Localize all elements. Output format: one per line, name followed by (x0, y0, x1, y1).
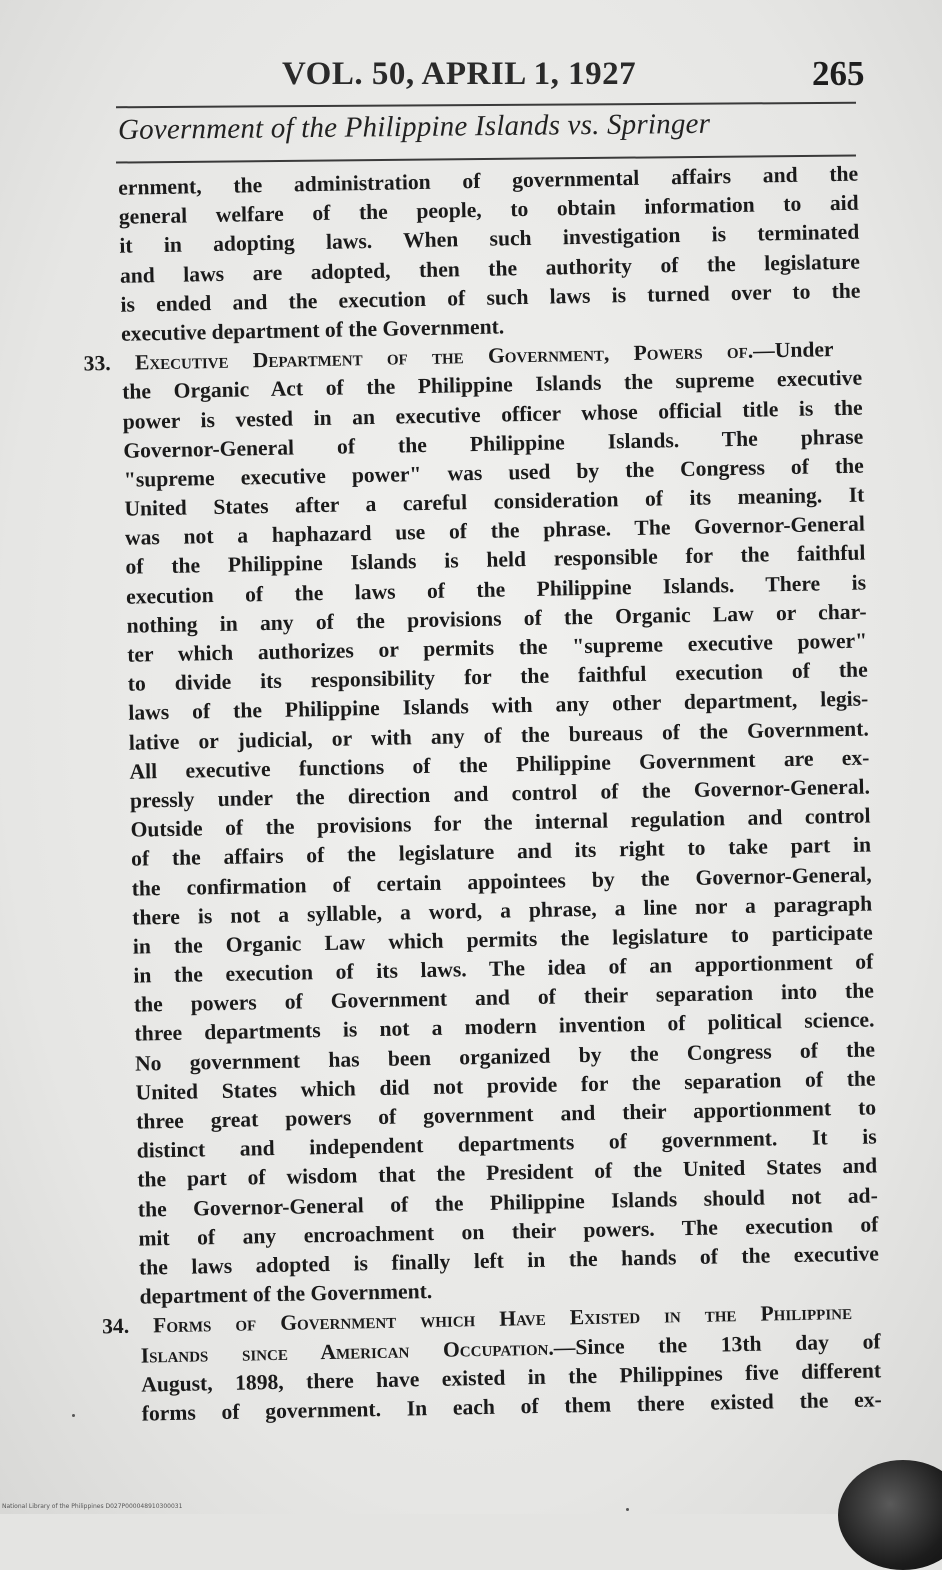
text-line: general welfare of the people, to obtain information to aid (118, 190, 859, 229)
text-line: it in adopting laws. When such investigation is terminated (119, 219, 860, 259)
scan-corner-shadow (838, 1460, 942, 1570)
section-33-number: 33. (83, 351, 111, 376)
text-line: and laws are adopted, then the authority of the legislature (119, 249, 861, 288)
text-line: "supreme executive power" was used by the Congress of the (123, 453, 864, 492)
section-33-heading-rest: —Under (752, 337, 834, 363)
scan-speck (626, 1508, 629, 1511)
text-line: Governor-General of the Philippine Islands. The phrase (123, 424, 864, 463)
text-line: lative or judicial, or with any of the bureaus of the Government. (128, 716, 870, 755)
text-line: three departments is not a modern invention of political science. (134, 1007, 875, 1047)
page-number: 265 (812, 54, 865, 93)
text-line: of the Philippine Islands is held responsible for the faithful (125, 540, 866, 580)
text-line: distinct and independent departments of government. It is (136, 1124, 877, 1163)
text-line: ernment, the administration of governmental affairs and the (118, 161, 859, 200)
text-line: department of the Government. (139, 1279, 433, 1309)
text-line: was not a haphazard use of the phrase. The Governor-General (124, 511, 866, 550)
section-34-heading: Forms of Government which Have Existed in the Philippine (152, 1300, 853, 1338)
text-line: August, 1898, there have existed in the Philippines five different (141, 1358, 882, 1397)
text-line: All executive functions of the Philippine Government are ex- (129, 745, 870, 784)
section-34-heading-cont: Islands since American Occupation. (140, 1335, 554, 1368)
text-line: the Organic Act of the Philippine Islands the supreme executive (121, 365, 863, 405)
running-head (0, 56, 942, 100)
volume-date: VOL. 50, APRIL 1, 1927 (282, 56, 637, 92)
text-line: the laws adopted is finally left in the hands of the executive (138, 1241, 880, 1280)
section-34-number: 34. (101, 1314, 130, 1339)
case-title: Government of the Philippine Islands vs. Springer (117, 107, 711, 146)
text-line: in the execution of its laws. The idea of an apportionment of (133, 949, 874, 988)
header-rule-top (116, 102, 856, 109)
text-line: three great powers of government and their apportionment to (135, 1095, 877, 1134)
text-line: to divide its responsibility for the faithful execution of the (127, 657, 868, 696)
text-line: pressly under the direction and control of the Governor-General. (129, 774, 871, 813)
archive-stamp: National Library of the Philippines D027P000048910300031 (2, 1503, 183, 1510)
text-line: forms of government. In each of them there existed the ex- (141, 1387, 882, 1426)
text-line: the powers of Government and of their separation into the (133, 978, 875, 1017)
text-line: laws of the Philippine Islands with any other department, legis- (128, 686, 869, 726)
text-line: No government has been organized by the Congress of the (134, 1037, 876, 1076)
text-line: executive department of the Government. (120, 314, 505, 346)
text-line: United States after a careful consideration of its meaning. It (124, 482, 865, 521)
text-line: the part of wisdom that the President of the United States and (137, 1153, 878, 1192)
text-line: Outside of the provisions for the internal regulation and control (130, 803, 871, 842)
text-line: there is not a syllable, a word, a phrase, a line nor a paragraph (132, 891, 873, 930)
text-line: is ended and the execution of such laws is turned over to the (120, 278, 861, 317)
text-line: execution of the laws of the Philippine Islands. There is (125, 570, 867, 609)
text-line: the confirmation of certain appointees by the Governor-General, (131, 861, 872, 901)
text-line: mit of any encroachment on their powers. The execution of (138, 1212, 879, 1251)
text-line: ter which authorizes or permits the "supreme executive power" (127, 628, 868, 667)
text-line: United States which did not provide for the separation of the (135, 1066, 876, 1105)
text-line: nothing in any of the provisions of the Organic Law or char- (126, 599, 867, 638)
syllabus-body (83, 159, 892, 1428)
text-line: power is vested in an executive officer whose official title is the (122, 395, 863, 434)
scan-speck (72, 1414, 75, 1417)
text-line: the Governor-General of the Philippine Islands should not ad- (137, 1182, 878, 1222)
section-34-heading-rest: —Since the 13th day of (553, 1328, 881, 1360)
text-line: of the affairs of the legislature and its right to take part in (130, 832, 872, 871)
section-33-heading: Executive Department of the Government, Powers of. (134, 338, 754, 375)
text-line: in the Organic Law which permits the legislature to participate (132, 920, 873, 959)
